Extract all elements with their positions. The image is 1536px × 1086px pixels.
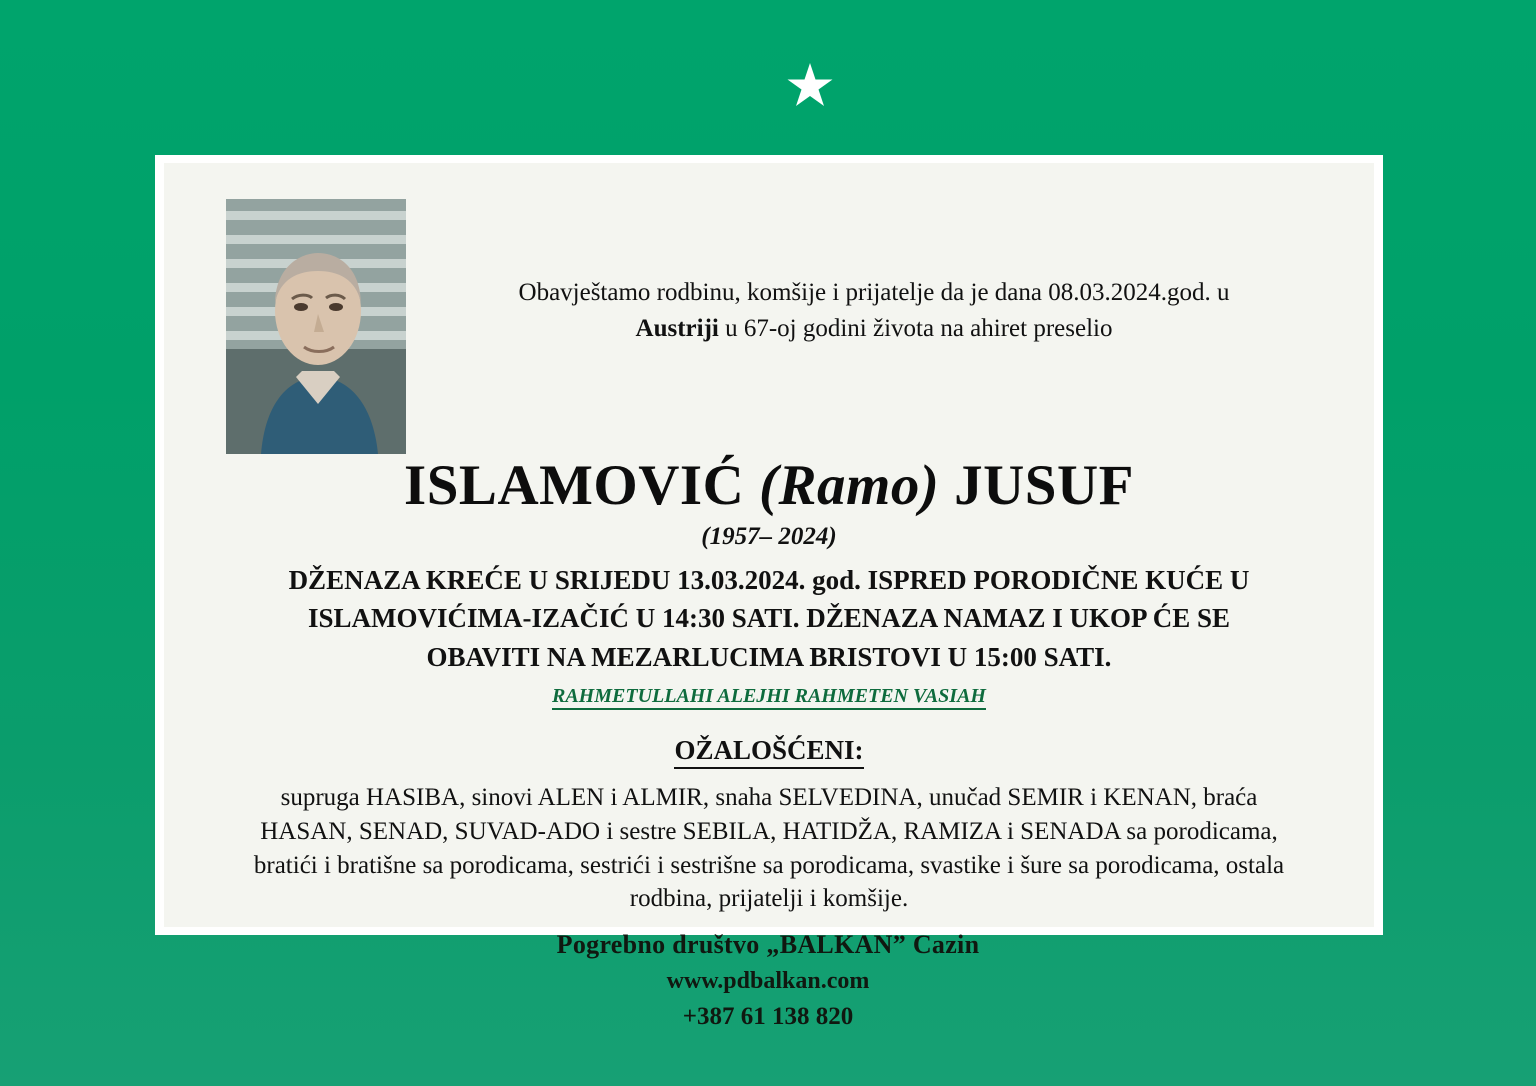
footer (0, 930, 1536, 1031)
blessing-inner: RAHMETULLAHI ALEJHI RAHMETEN VASIAH (552, 685, 986, 710)
notice-line-2 (414, 311, 1334, 347)
funeral-line-3: OBAVITI NA MEZARLUCIMA BRISTOVI U 15:00 SATI. (426, 641, 1112, 672)
footer-website[interactable]: www.pdbalkan.com (666, 968, 870, 994)
mourners-heading-inner: OŽALOŠĆENI: (674, 735, 863, 769)
notice-country: Austriji (635, 315, 719, 343)
notice-line-1: Obavještamo rodbinu, komšije i prijatelje da je dana 08.03.2024.god. u (518, 279, 1230, 306)
deceased-given-name: JUSUF (954, 454, 1134, 517)
funeral-line-2: ISLAMOVIĆIMA-IZAČIĆ U 14:30 SATI. DŽENAZA NAMAZ I UKOP ĆE SE (307, 603, 1231, 634)
mourners-heading (164, 735, 1374, 766)
footer-company: Pogrebno društvo „BALKAN” Cazin (556, 930, 980, 959)
notice-line-2-rest: u 67-oj godini života na ahiret preselio (718, 315, 1113, 343)
emblem-area (0, 30, 1536, 140)
deceased-name (164, 453, 1374, 518)
card-inner (164, 163, 1374, 927)
funeral-details (274, 561, 1264, 676)
deceased-nickname: (Ramo) (759, 454, 940, 517)
mourners-list: supruga HASIBA, sinovi ALEN i ALMIR, snaha SELVEDINA, unučad SEMIR i KENAN, braća HASAN, SENAD, SUVAD-ADO i sestre SEBILA, HATIDŽA, RAMIZA i SENADA sa porodicama, bratići i bratišne sa porodicama, sestrići i sestrišne sa porodicama, svastike i šure sa porodicama, ostala rodbina, prijatelji i komšije. (253, 784, 1285, 913)
crescent-star-icon (718, 35, 818, 135)
blessing-text (164, 685, 1374, 708)
funeral-line-1: DŽENAZA KREĆE U SRIJEDU 13.03.2024. god. ISPRED PORODIČNE KUĆE U (288, 565, 1250, 595)
portrait-photo (226, 199, 406, 454)
footer-phone: +387 61 138 820 (682, 1003, 854, 1030)
deceased-years: (1957– 2024) (701, 523, 837, 550)
notice-paragraph (414, 275, 1334, 348)
deceased-surname: ISLAMOVIĆ (404, 454, 745, 517)
obituary-card (155, 155, 1383, 935)
